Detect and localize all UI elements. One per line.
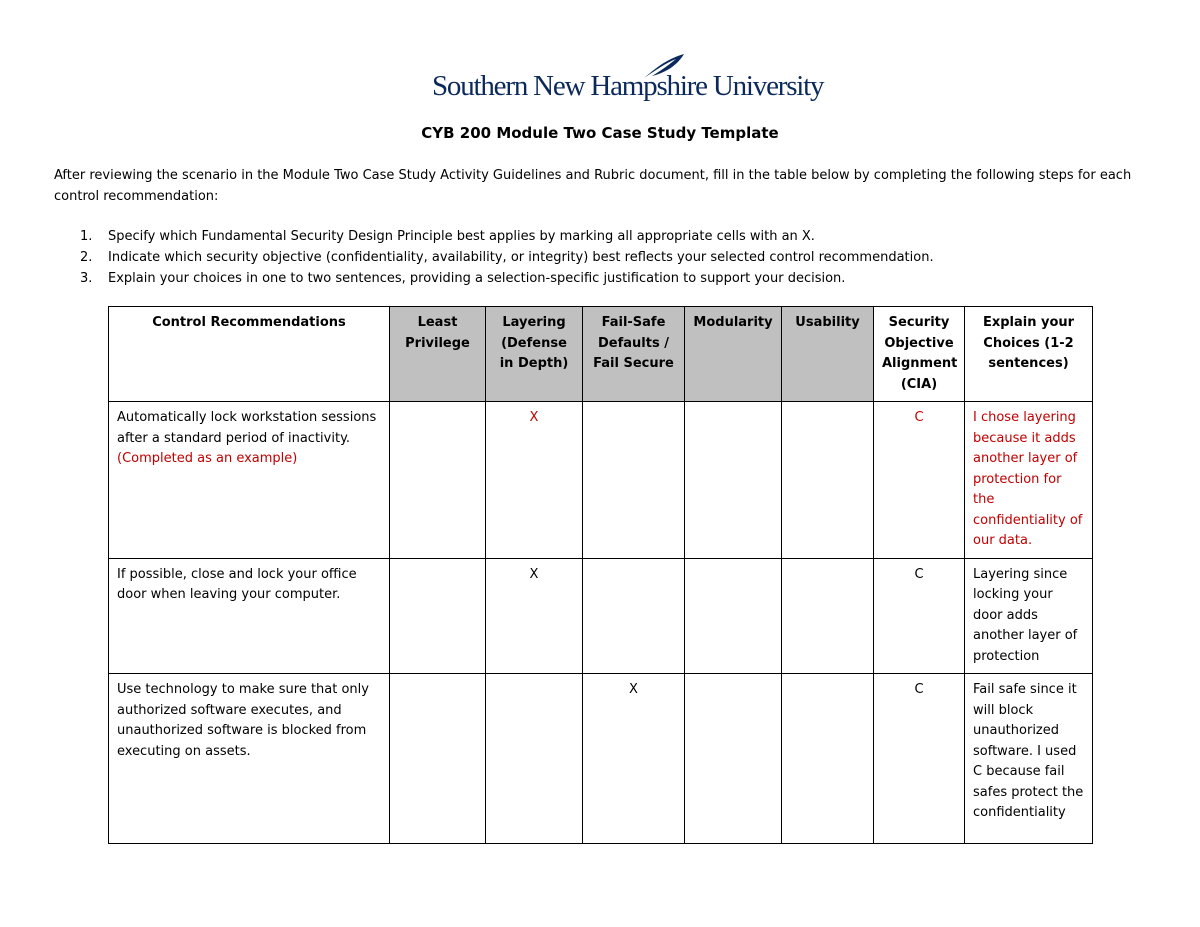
step-text: Explain your choices in one to two sentences, providing a selection-specific justification to support your decision. <box>108 271 846 286</box>
list-item <box>54 247 1154 268</box>
step-number: 3. <box>80 271 93 286</box>
step-number: 1. <box>80 229 93 244</box>
intro-paragraph: After reviewing the scenario in the Module Two Case Study Activity Guidelines and Rubric document, fill in the table below by completing the following steps for each control recommendation: <box>54 168 1132 204</box>
usability-cell <box>782 402 874 559</box>
step-text: Specify which Fundamental Security Design Principle best applies by marking all appropriate cells with an X. <box>108 229 815 244</box>
modularity-cell <box>685 402 782 559</box>
layering-cell <box>486 674 583 844</box>
fail-safe-cell <box>583 558 685 674</box>
explain-cell: I chose layering because it adds another layer of protection for the confidentiality of our data. <box>965 402 1093 559</box>
cia-cell: C <box>874 674 965 844</box>
header-security-objective: Security Objective Alignment (CIA) <box>874 307 965 402</box>
least-privilege-cell <box>390 558 486 674</box>
control-cell: If possible, close and lock your office door when leaving your computer. <box>109 558 390 674</box>
example-note: (Completed as an example) <box>117 451 298 466</box>
control-cell: Use technology to make sure that only authorized software executes, and unauthorized software is blocked from executing on assets. <box>109 674 390 844</box>
layering-cell: X <box>486 402 583 559</box>
header-modularity: Modularity <box>685 307 782 402</box>
cia-cell: C <box>874 402 965 559</box>
control-cell <box>109 402 390 559</box>
fail-safe-cell <box>583 402 685 559</box>
modularity-cell <box>685 558 782 674</box>
table-header-row <box>109 307 1093 402</box>
header-usability: Usability <box>782 307 874 402</box>
header-layering: Layering (Defense in Depth) <box>486 307 583 402</box>
usability-cell <box>782 674 874 844</box>
list-item <box>54 226 1154 247</box>
fail-safe-cell: X <box>583 674 685 844</box>
step-text: Indicate which security objective (confidentiality, availability, or integrity) best reflects your selected control recommendation. <box>108 250 934 265</box>
usability-cell <box>782 558 874 674</box>
table-row <box>109 402 1093 559</box>
cia-cell: C <box>874 558 965 674</box>
step-number: 2. <box>80 250 93 265</box>
header-explain-choices: Explain your Choices (1-2 sentences) <box>965 307 1093 402</box>
page-title: CYB 200 Module Two Case Study Template <box>421 124 779 142</box>
university-logo <box>432 52 824 104</box>
control-text: Automatically lock workstation sessions after a standard period of inactivity. <box>117 410 377 446</box>
table-row <box>109 558 1093 674</box>
explain-cell: Fail safe since it will block unauthorized software. I used C because fail safes protect the confidentiality <box>965 674 1093 844</box>
logo-text: Southern New Hampshire University <box>432 70 824 102</box>
header-least-privilege: Least Privilege <box>390 307 486 402</box>
layering-cell: X <box>486 558 583 674</box>
list-item <box>54 268 1154 289</box>
least-privilege-cell <box>390 402 486 559</box>
explain-cell: Layering since locking your door adds another layer of protection <box>965 558 1093 674</box>
control-recommendations-table <box>108 306 1093 844</box>
least-privilege-cell <box>390 674 486 844</box>
header-control-recommendations: Control Recommendations <box>109 307 390 402</box>
header-fail-safe: Fail-Safe Defaults / Fail Secure <box>583 307 685 402</box>
modularity-cell <box>685 674 782 844</box>
instruction-steps <box>54 226 1154 289</box>
table-row <box>109 674 1093 844</box>
